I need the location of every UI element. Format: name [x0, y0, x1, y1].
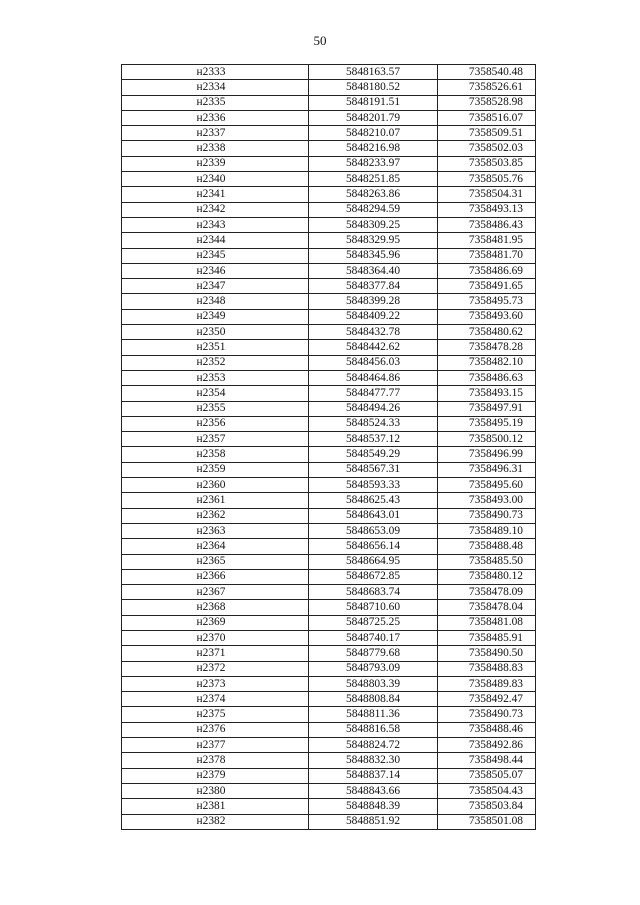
point-id-cell: н2339: [122, 156, 309, 171]
y-coordinate-cell: 7358496.99: [438, 447, 536, 462]
y-coordinate-cell: 7358482.10: [438, 355, 536, 370]
point-id-cell: н2355: [122, 401, 309, 416]
y-coordinate-cell: 7358496.31: [438, 462, 536, 477]
table-row: [122, 355, 536, 370]
table-row: [122, 217, 536, 232]
point-id-cell: н2343: [122, 217, 309, 232]
x-coordinate-cell: 5848477.77: [309, 386, 438, 401]
x-coordinate-cell: 5848725.25: [309, 615, 438, 630]
x-coordinate-cell: 5848593.33: [309, 478, 438, 493]
y-coordinate-cell: 7358500.12: [438, 432, 536, 447]
point-id-cell: н2344: [122, 233, 309, 248]
table-row: [122, 783, 536, 798]
table-row: [122, 646, 536, 661]
x-coordinate-cell: 5848656.14: [309, 539, 438, 554]
table-row: [122, 539, 536, 554]
x-coordinate-cell: 5848848.39: [309, 799, 438, 814]
y-coordinate-cell: 7358505.07: [438, 768, 536, 783]
x-coordinate-cell: 5848672.85: [309, 569, 438, 584]
x-coordinate-cell: 5848808.84: [309, 692, 438, 707]
y-coordinate-cell: 7358498.44: [438, 753, 536, 768]
table-row: [122, 294, 536, 309]
table-row: [122, 126, 536, 141]
point-id-cell: н2382: [122, 814, 309, 829]
table-row: [122, 141, 536, 156]
point-id-cell: н2354: [122, 386, 309, 401]
table-row: [122, 279, 536, 294]
y-coordinate-cell: 7358493.15: [438, 386, 536, 401]
x-coordinate-cell: 5848779.68: [309, 646, 438, 661]
y-coordinate-cell: 7358480.62: [438, 325, 536, 340]
point-id-cell: н2377: [122, 738, 309, 753]
y-coordinate-cell: 7358481.08: [438, 615, 536, 630]
table-row: [122, 386, 536, 401]
y-coordinate-cell: 7358488.83: [438, 661, 536, 676]
point-id-cell: н2337: [122, 126, 309, 141]
y-coordinate-cell: 7358490.73: [438, 508, 536, 523]
y-coordinate-cell: 7358481.70: [438, 248, 536, 263]
x-coordinate-cell: 5848843.66: [309, 783, 438, 798]
x-coordinate-cell: 5848432.78: [309, 325, 438, 340]
y-coordinate-cell: 7358478.09: [438, 585, 536, 600]
table-row: [122, 432, 536, 447]
table-row: [122, 676, 536, 691]
y-coordinate-cell: 7358502.03: [438, 141, 536, 156]
table-row: [122, 493, 536, 508]
point-id-cell: н2335: [122, 95, 309, 110]
x-coordinate-cell: 5848377.84: [309, 279, 438, 294]
x-coordinate-cell: 5848811.36: [309, 707, 438, 722]
table-row: [122, 799, 536, 814]
table-row: [122, 416, 536, 431]
y-coordinate-cell: 7358488.46: [438, 722, 536, 737]
x-coordinate-cell: 5848263.86: [309, 187, 438, 202]
y-coordinate-cell: 7358540.48: [438, 65, 536, 80]
table-row: [122, 401, 536, 416]
point-id-cell: н2366: [122, 569, 309, 584]
point-id-cell: н2374: [122, 692, 309, 707]
y-coordinate-cell: 7358478.04: [438, 600, 536, 615]
table-row: [122, 156, 536, 171]
y-coordinate-cell: 7358490.50: [438, 646, 536, 661]
x-coordinate-cell: 5848210.07: [309, 126, 438, 141]
x-coordinate-cell: 5848216.98: [309, 141, 438, 156]
coordinates-table: [121, 64, 536, 830]
point-id-cell: н2345: [122, 248, 309, 263]
point-id-cell: н2361: [122, 493, 309, 508]
table-row: [122, 248, 536, 263]
y-coordinate-cell: 7358478.28: [438, 340, 536, 355]
x-coordinate-cell: 5848816.58: [309, 722, 438, 737]
point-id-cell: н2347: [122, 279, 309, 294]
x-coordinate-cell: 5848494.26: [309, 401, 438, 416]
x-coordinate-cell: 5848180.52: [309, 80, 438, 95]
y-coordinate-cell: 7358495.19: [438, 416, 536, 431]
x-coordinate-cell: 5848201.79: [309, 110, 438, 125]
y-coordinate-cell: 7358504.43: [438, 783, 536, 798]
y-coordinate-cell: 7358491.65: [438, 279, 536, 294]
x-coordinate-cell: 5848653.09: [309, 523, 438, 538]
x-coordinate-cell: 5848837.14: [309, 768, 438, 783]
y-coordinate-cell: 7358505.76: [438, 172, 536, 187]
point-id-cell: н2380: [122, 783, 309, 798]
y-coordinate-cell: 7358489.83: [438, 676, 536, 691]
y-coordinate-cell: 7358492.47: [438, 692, 536, 707]
table-row: [122, 661, 536, 676]
y-coordinate-cell: 7358497.91: [438, 401, 536, 416]
x-coordinate-cell: 5848824.72: [309, 738, 438, 753]
point-id-cell: н2360: [122, 478, 309, 493]
x-coordinate-cell: 5848524.33: [309, 416, 438, 431]
coordinates-table-wrapper: [121, 64, 536, 830]
y-coordinate-cell: 7358486.63: [438, 370, 536, 385]
table-row: [122, 462, 536, 477]
y-coordinate-cell: 7358528.98: [438, 95, 536, 110]
point-id-cell: н2378: [122, 753, 309, 768]
page-number: 50: [313, 33, 327, 48]
table-row: [122, 692, 536, 707]
x-coordinate-cell: 5848409.22: [309, 309, 438, 324]
table-row: [122, 585, 536, 600]
point-id-cell: н2367: [122, 585, 309, 600]
x-coordinate-cell: 5848456.03: [309, 355, 438, 370]
point-id-cell: н2363: [122, 523, 309, 538]
point-id-cell: н2336: [122, 110, 309, 125]
x-coordinate-cell: 5848537.12: [309, 432, 438, 447]
y-coordinate-cell: 7358495.60: [438, 478, 536, 493]
x-coordinate-cell: 5848832.30: [309, 753, 438, 768]
point-id-cell: н2349: [122, 309, 309, 324]
y-coordinate-cell: 7358488.48: [438, 539, 536, 554]
table-row: [122, 508, 536, 523]
table-row: [122, 263, 536, 278]
table-row: [122, 65, 536, 80]
table-row: [122, 340, 536, 355]
point-id-cell: н2342: [122, 202, 309, 217]
point-id-cell: н2346: [122, 263, 309, 278]
point-id-cell: н2372: [122, 661, 309, 676]
y-coordinate-cell: 7358493.00: [438, 493, 536, 508]
point-id-cell: н2368: [122, 600, 309, 615]
x-coordinate-cell: 5848464.86: [309, 370, 438, 385]
point-id-cell: н2359: [122, 462, 309, 477]
table-row: [122, 478, 536, 493]
table-row: [122, 325, 536, 340]
x-coordinate-cell: 5848567.31: [309, 462, 438, 477]
x-coordinate-cell: 5848643.01: [309, 508, 438, 523]
table-row: [122, 615, 536, 630]
x-coordinate-cell: 5848793.09: [309, 661, 438, 676]
x-coordinate-cell: 5848251.85: [309, 172, 438, 187]
y-coordinate-cell: 7358485.50: [438, 554, 536, 569]
table-row: [122, 447, 536, 462]
table-row: [122, 187, 536, 202]
x-coordinate-cell: 5848740.17: [309, 630, 438, 645]
y-coordinate-cell: 7358501.08: [438, 814, 536, 829]
point-id-cell: н2370: [122, 630, 309, 645]
table-row: [122, 814, 536, 829]
table-row: [122, 233, 536, 248]
x-coordinate-cell: 5848191.51: [309, 95, 438, 110]
table-row: [122, 707, 536, 722]
y-coordinate-cell: 7358495.73: [438, 294, 536, 309]
point-id-cell: н2371: [122, 646, 309, 661]
point-id-cell: н2352: [122, 355, 309, 370]
x-coordinate-cell: 5848345.96: [309, 248, 438, 263]
y-coordinate-cell: 7358503.84: [438, 799, 536, 814]
point-id-cell: н2381: [122, 799, 309, 814]
point-id-cell: н2341: [122, 187, 309, 202]
point-id-cell: н2376: [122, 722, 309, 737]
table-row: [122, 309, 536, 324]
point-id-cell: н2357: [122, 432, 309, 447]
x-coordinate-cell: 5848399.28: [309, 294, 438, 309]
y-coordinate-cell: 7358481.95: [438, 233, 536, 248]
point-id-cell: н2362: [122, 508, 309, 523]
x-coordinate-cell: 5848851.92: [309, 814, 438, 829]
y-coordinate-cell: 7358493.60: [438, 309, 536, 324]
point-id-cell: н2340: [122, 172, 309, 187]
y-coordinate-cell: 7358485.91: [438, 630, 536, 645]
point-id-cell: н2353: [122, 370, 309, 385]
y-coordinate-cell: 7358526.61: [438, 80, 536, 95]
table-row: [122, 738, 536, 753]
table-row: [122, 523, 536, 538]
point-id-cell: н2351: [122, 340, 309, 355]
x-coordinate-cell: 5848710.60: [309, 600, 438, 615]
point-id-cell: н2379: [122, 768, 309, 783]
point-id-cell: н2369: [122, 615, 309, 630]
x-coordinate-cell: 5848442.62: [309, 340, 438, 355]
y-coordinate-cell: 7358516.07: [438, 110, 536, 125]
x-coordinate-cell: 5848683.74: [309, 585, 438, 600]
table-row: [122, 202, 536, 217]
table-row: [122, 722, 536, 737]
point-id-cell: н2373: [122, 676, 309, 691]
y-coordinate-cell: 7358493.13: [438, 202, 536, 217]
y-coordinate-cell: 7358486.43: [438, 217, 536, 232]
table-row: [122, 554, 536, 569]
y-coordinate-cell: 7358504.31: [438, 187, 536, 202]
table-row: [122, 370, 536, 385]
x-coordinate-cell: 5848294.59: [309, 202, 438, 217]
x-coordinate-cell: 5848309.25: [309, 217, 438, 232]
table-row: [122, 95, 536, 110]
table-row: [122, 753, 536, 768]
table-row: [122, 768, 536, 783]
x-coordinate-cell: 5848664.95: [309, 554, 438, 569]
x-coordinate-cell: 5848625.43: [309, 493, 438, 508]
table-row: [122, 630, 536, 645]
x-coordinate-cell: 5848803.39: [309, 676, 438, 691]
point-id-cell: н2358: [122, 447, 309, 462]
point-id-cell: н2334: [122, 80, 309, 95]
point-id-cell: н2348: [122, 294, 309, 309]
y-coordinate-cell: 7358492.86: [438, 738, 536, 753]
point-id-cell: н2350: [122, 325, 309, 340]
y-coordinate-cell: 7358486.69: [438, 263, 536, 278]
y-coordinate-cell: 7358503.85: [438, 156, 536, 171]
x-coordinate-cell: 5848364.40: [309, 263, 438, 278]
point-id-cell: н2356: [122, 416, 309, 431]
point-id-cell: н2338: [122, 141, 309, 156]
table-row: [122, 172, 536, 187]
y-coordinate-cell: 7358509.51: [438, 126, 536, 141]
y-coordinate-cell: 7358490.73: [438, 707, 536, 722]
table-row: [122, 80, 536, 95]
y-coordinate-cell: 7358489.10: [438, 523, 536, 538]
coordinates-table-body: [122, 65, 536, 830]
table-row: [122, 110, 536, 125]
point-id-cell: н2375: [122, 707, 309, 722]
point-id-cell: н2333: [122, 65, 309, 80]
x-coordinate-cell: 5848549.29: [309, 447, 438, 462]
x-coordinate-cell: 5848233.97: [309, 156, 438, 171]
table-row: [122, 569, 536, 584]
y-coordinate-cell: 7358480.12: [438, 569, 536, 584]
point-id-cell: н2364: [122, 539, 309, 554]
table-row: [122, 600, 536, 615]
x-coordinate-cell: 5848163.57: [309, 65, 438, 80]
point-id-cell: н2365: [122, 554, 309, 569]
x-coordinate-cell: 5848329.95: [309, 233, 438, 248]
